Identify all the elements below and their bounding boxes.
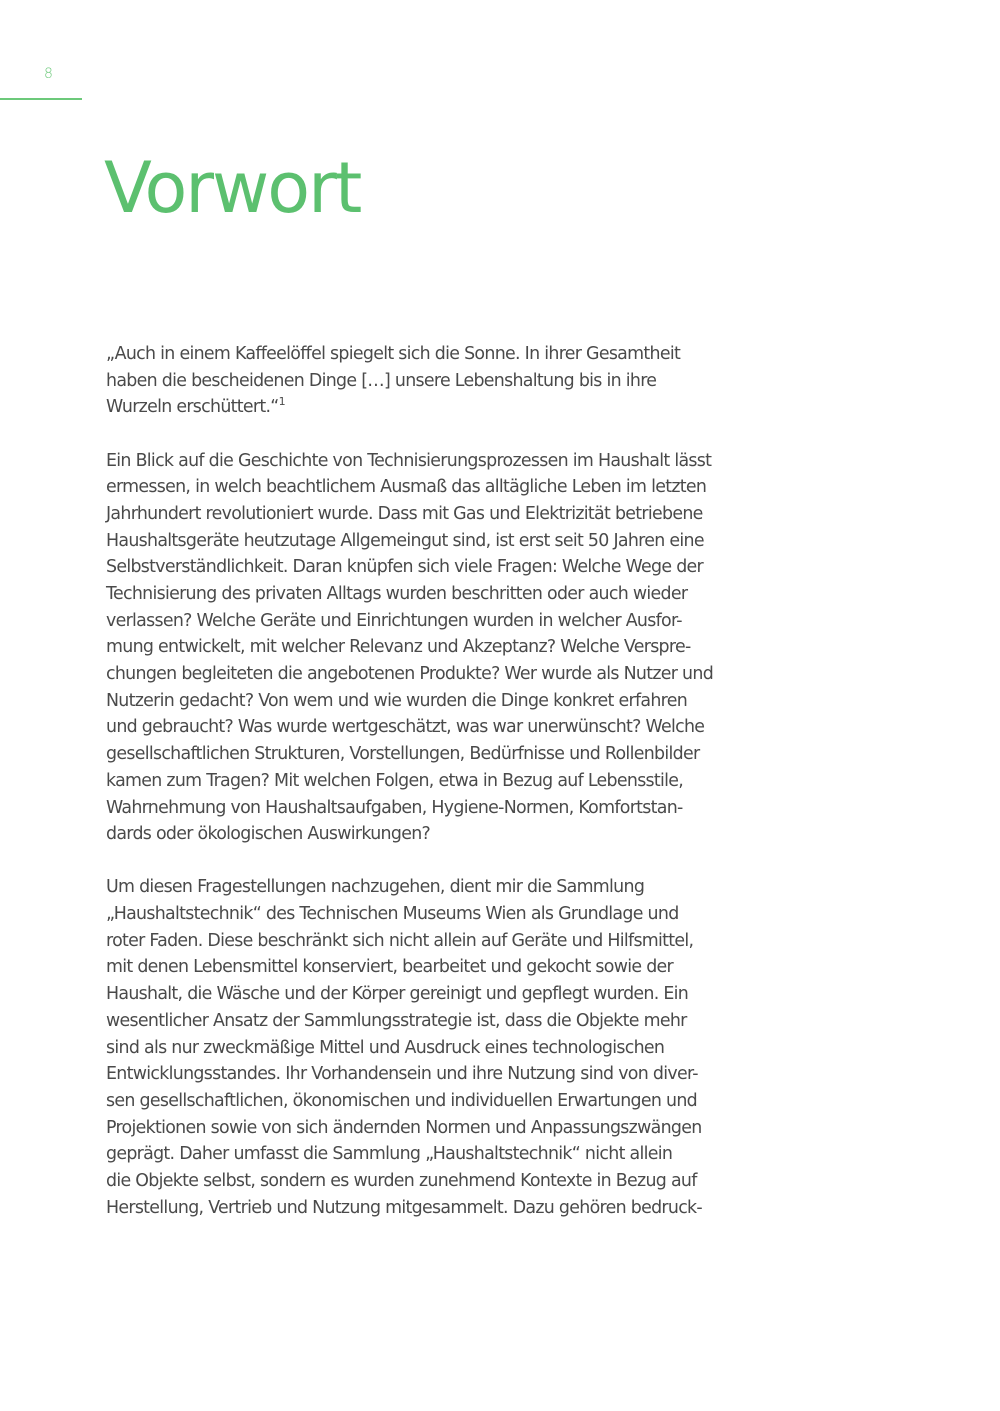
text-line-content: Wurzeln erschüttert.“ [106,397,279,418]
text-line: wesentlicher Ansatz der Sammlungsstrategie ist, dass die Objekte mehr [106,1010,687,1031]
text-line: Haushalt, die Wäsche und der Körper gereinigt und gepflegt wurden. Ein [106,984,689,1005]
text-line: gesellschaftlichen Strukturen, Vorstellungen, Bedürfnisse und Rollenbilder [106,744,700,765]
text-line: mung entwickelt, mit welcher Relevanz und Akzeptanz? Welche Verspre- [106,637,691,658]
text-line: „Auch in einem Kaffeelöffel spiegelt sich die Sonne. In ihrer Gesamtheit [106,344,681,364]
paragraph-intro [106,448,786,848]
text-line: ermessen, in welch beachtlichem Ausmaß das alltägliche Leben im letzten [106,477,707,498]
text-line: geprägt. Daher umfasst die Sammlung „Haushaltstechnik“ nicht allein [106,1144,673,1165]
text-line: sen gesellschaftlichen, ökonomischen und individuellen Erwartungen und [106,1090,698,1111]
text-line: Technisierung des privaten Alltags wurden beschritten oder auch wieder [106,584,688,604]
text-line: Nutzerin gedacht? Von wem und wie wurden die Dinge konkret erfahren [106,690,688,711]
text-line: die Objekte selbst, sondern es wurden zunehmend Kontexte in Bezug auf [106,1170,697,1191]
text-line: Haushaltsgeräte heutzutage Allgemeingut sind, ist erst seit 50 Jahren eine [106,530,704,551]
text-line: Projektionen sowie von sich ändernden Normen und Anpassungszwängen [106,1117,702,1138]
text-line: haben die bescheidenen Dinge […] unsere Lebenshaltung bis in ihre [106,370,657,391]
body-text [106,341,786,1248]
text-line: kamen zum Tragen? Mit welchen Folgen, etwa in Bezug auf Lebensstile, [106,770,684,791]
text-line: „Haushaltstechnik“ des Technischen Museums Wien als Grundlage und [106,904,679,925]
text-line: Wahrnehmung von Haushaltsaufgaben, Hygiene-Normen, Komfortstan- [106,797,683,818]
text-line: und gebraucht? Was wurde wertgeschätzt, was war unerwünscht? Welche [106,717,705,738]
footnote-marker: 1 [278,395,285,409]
epigraph-quote [106,341,786,421]
text-line: Selbstverständlichkeit. Daran knüpfen sich viele Fragen: Welche Wege der [106,557,703,578]
text-line: verlassen? Welche Geräte und Einrichtungen wurden in welcher Ausfor- [106,610,682,631]
text-line: Jahrhundert revolutioniert wurde. Dass mit Gas und Elektrizität betriebene [106,503,703,524]
page-number: 8 [44,66,54,82]
text-line: sind als nur zweckmäßige Mittel und Ausdruck eines technologischen [106,1037,665,1058]
text-line: Ein Blick auf die Geschichte von Technisierungsprozessen im Haushalt lässt [106,450,712,471]
text-line: Entwicklungsstandes. Ihr Vorhandensein und ihre Nutzung sind von diver- [106,1064,698,1085]
text-line [106,394,786,421]
text-line: Um diesen Fragestellungen nachzugehen, dient mir die Sammlung [106,877,645,898]
page-number-rule [0,98,82,100]
text-line: roter Faden. Diese beschränkt sich nicht allein auf Geräte und Hilfsmittel, [106,930,694,951]
text-line: mit denen Lebensmittel konserviert, bearbeitet und gekocht sowie der [106,957,673,978]
text-line: dards oder ökologischen Auswirkungen? [106,824,431,845]
text-line: chungen begleiteten die angebotenen Produkte? Wer wurde als Nutzer und [106,664,714,685]
paragraph-collection [106,874,786,1221]
page-title: Vorwort [104,147,361,229]
text-line: Herstellung, Vertrieb und Nutzung mitgesammelt. Dazu gehören bedruck- [106,1197,703,1218]
